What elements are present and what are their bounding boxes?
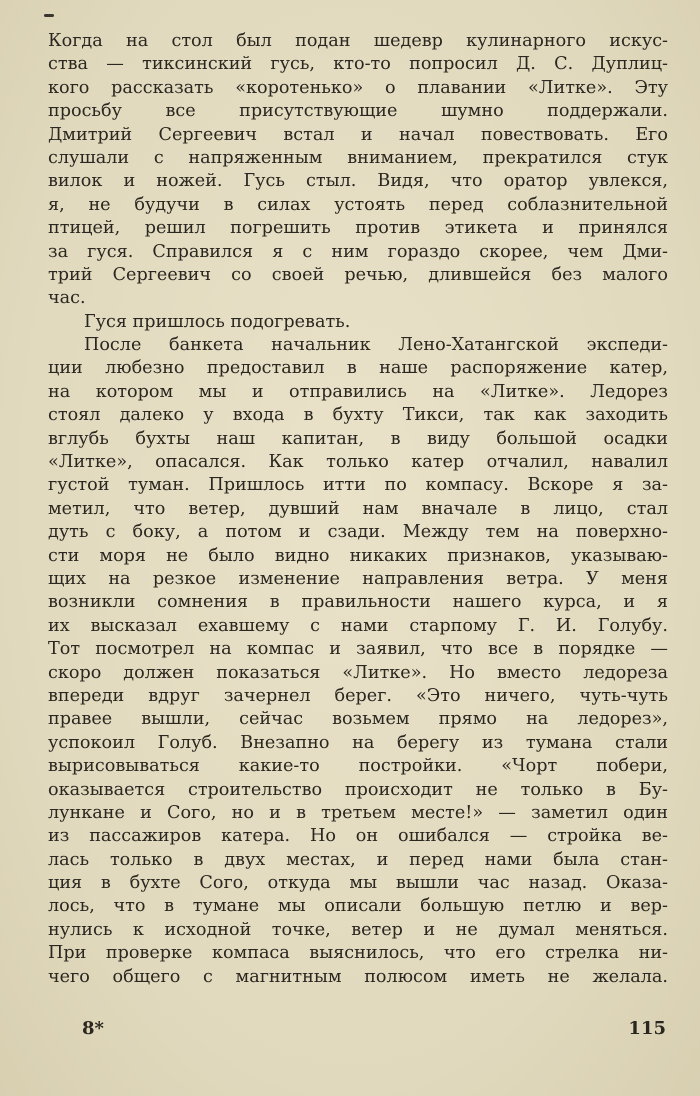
- text-line: густой туман. Пришлось итти по компасу. Вскоре я за-: [48, 475, 668, 496]
- text-line: час.: [48, 288, 86, 309]
- text-line: ции любезно предоставил в наше распоряжение катер,: [48, 358, 668, 379]
- text-line: птицей, решил погрешить против этикета и принялся: [48, 218, 668, 239]
- text-line: кого рассказать «коротенько» о плавании «Литке». Эту: [48, 77, 668, 98]
- text-line: из пассажиров катера. Но он ошибался — стройка ве-: [48, 826, 668, 847]
- page-number: 115: [628, 1018, 666, 1039]
- text-line: я, не будучи в силах устоять перед соблазнительной: [48, 194, 668, 215]
- text-line: просьбу все присутствующие шумно поддержали.: [48, 101, 668, 122]
- text-line: Дмитрий Сергеевич встал и начал повествовать. Его: [48, 124, 668, 145]
- text-line: нулись к исходной точке, ветер и не думал меняться.: [48, 919, 668, 940]
- text-line: возникли сомнения в правильности нашего курса, и я: [48, 592, 668, 613]
- text-line: стоял далеко у входа в бухту Тикси, так как заходить: [48, 405, 668, 426]
- text-line: правее вышли, сейчас возьмем прямо на ледорез»,: [48, 709, 668, 730]
- text-line: чего общего с магнитным полюсом иметь не желала.: [48, 966, 668, 987]
- text-line: лось, что в тумане мы описали большую петлю и вер-: [48, 896, 668, 917]
- text-line: вырисовываться какие-то постройки. «Чорт побери,: [48, 756, 668, 777]
- text-line: лась только в двух местах, и перед нами была стан-: [48, 849, 668, 870]
- text-line: вилок и ножей. Гусь стыл. Видя, что оратор увлекся,: [48, 171, 668, 192]
- text-line: за гуся. Справился я с ним гораздо скорее, чем Дми-: [48, 241, 668, 262]
- signature-mark: 8*: [82, 1018, 104, 1039]
- text-line: Тот посмотрел на компас и заявил, что все в порядке —: [48, 639, 668, 660]
- text-line: ства — тиксинский гусь, кто-то попросил Д. С. Дуплиц-: [48, 54, 668, 75]
- text-line: сти моря не было видно никаких признаков, указываю-: [48, 545, 668, 566]
- text-line: на котором мы и отправились на «Литке». Ледорез: [48, 381, 668, 402]
- text-line: При проверке компаса выяснилось, что его стрелка ни-: [48, 943, 668, 964]
- text-line: их высказал ехавшему с нами старпому Г. И. Голубу.: [48, 615, 668, 636]
- text-line: слушали с напряженным вниманием, прекратился стук: [48, 147, 668, 168]
- text-line: лункане и Сого, но и в третьем месте!» — заметил один: [48, 802, 668, 823]
- print-mark: [44, 14, 54, 17]
- text-line: метил, что ветер, дувший нам вначале в лицо, стал: [48, 498, 668, 519]
- text-line: вглубь бухты наш капитан, в виду большой осадки: [48, 428, 668, 449]
- text-line: щих на резкое изменение направления ветра. У меня: [48, 568, 668, 589]
- text-line: скоро должен показаться «Литке». Но вместо ледореза: [48, 662, 668, 683]
- text-line: дуть с боку, а потом и сзади. Между тем на поверхно-: [48, 522, 668, 543]
- body-text: [48, 30, 668, 989]
- page-footer: [48, 1018, 668, 1042]
- text-line: «Литке», опасался. Как только катер отчалил, навалил: [48, 452, 668, 473]
- paragraph-start: После банкета начальник Лено-Хатангской экспеди-: [84, 335, 668, 356]
- text-line: успокоил Голуб. Внезапно на берегу из тумана стали: [48, 732, 668, 753]
- text-line: ция в бухте Сого, откуда мы вышли час назад. Оказа-: [48, 873, 668, 894]
- paragraph-start: Гуся пришлось подогревать.: [84, 311, 351, 332]
- text-line: Когда на стол был подан шедевр кулинарного искус-: [48, 31, 668, 51]
- text-line: трий Сергеевич со своей речью, длившейся без малого: [48, 264, 668, 285]
- text-line: впереди вдруг зачернел берег. «Это ничего, чуть-чуть: [48, 685, 668, 706]
- text-line: оказывается строительство происходит не только в Бу-: [48, 779, 668, 800]
